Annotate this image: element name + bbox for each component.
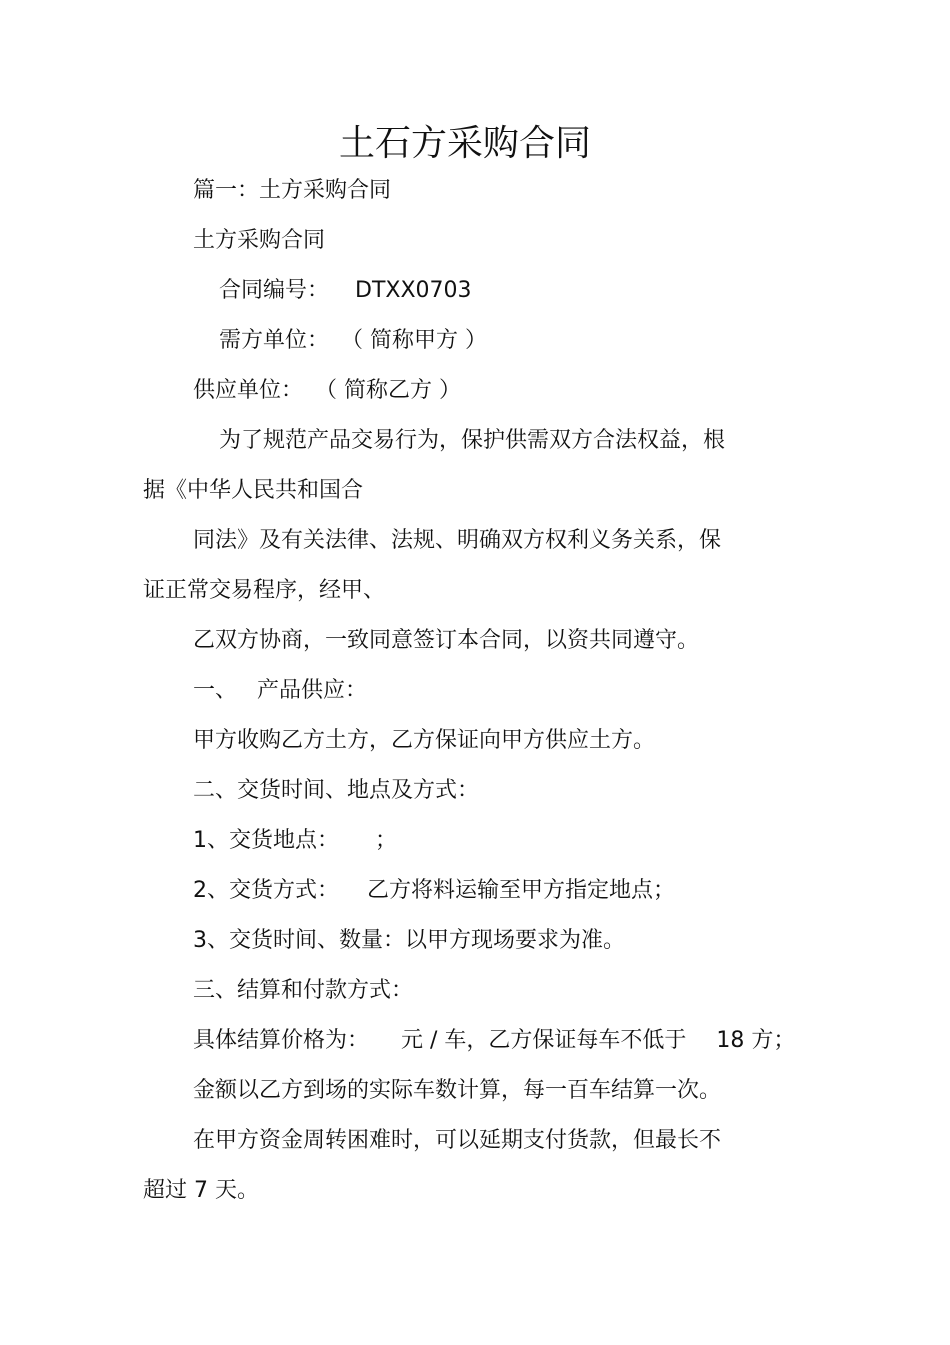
document-title: 土石方采购合同 — [338, 123, 591, 164]
intro-line-5: 乙双方协商，一致同意签订本合同，以资共同遵守。 — [193, 628, 700, 653]
delivery-method-label: 2、交货方式： — [193, 878, 339, 903]
intro-line-3: 同法》及有关法律、法规、明确双方权利义务关系，保 — [193, 528, 722, 553]
delivery-place-line — [193, 826, 397, 856]
delay-line-1: 在甲方资金周转困难时，可以延期支付货款，但最长不 — [193, 1128, 722, 1153]
delivery-method-line — [193, 876, 675, 906]
delivery-time-line: 3、交货时间、数量：以甲方现场要求为准。 — [193, 928, 625, 953]
supplier-line — [193, 376, 461, 406]
section-1-heading — [193, 676, 367, 706]
contract-subtitle: 土方采购合同 — [193, 228, 326, 253]
delivery-place-value: ； — [375, 828, 398, 853]
delivery-method-value: 乙方将料运输至甲方指定地点； — [367, 878, 676, 903]
section-2-heading: 二、交货时间、地点及方式： — [193, 778, 480, 803]
delivery-place-label: 1、交货地点： — [193, 828, 339, 853]
buyer-label: 需方单位： — [219, 328, 330, 353]
section-1-title: 产品供应： — [257, 678, 368, 703]
section-1-number: 一、 — [193, 678, 238, 703]
supplier-value: （ 简称乙方 ） — [315, 378, 462, 403]
section-3-heading: 三、结算和付款方式： — [193, 978, 414, 1003]
intro-line-4: 证正常交易程序，经甲、 — [143, 578, 386, 603]
price-unit: 元 / 车，乙方保证每车不低于 — [401, 1028, 687, 1053]
contract-number-value: DTXX0703 — [355, 278, 472, 303]
chapter-heading: 篇一：土方采购合同 — [193, 178, 392, 203]
price-line — [193, 1026, 795, 1056]
buyer-value: （ 简称甲方 ） — [341, 328, 488, 353]
price-quantity: 18 方； — [716, 1028, 796, 1053]
supplier-label: 供应单位： — [193, 378, 304, 403]
delay-line-2: 超过 7 天。 — [143, 1178, 259, 1203]
price-label: 具体结算价格为： — [193, 1028, 370, 1053]
contract-number-line — [219, 276, 472, 306]
settlement-line: 金额以乙方到场的实际车数计算，每一百车结算一次。 — [193, 1078, 722, 1103]
section-1-text: 甲方收购乙方土方，乙方保证向甲方供应土方。 — [193, 728, 656, 753]
intro-line-1: 为了规范产品交易行为，保护供需双方合法权益，根 — [219, 428, 726, 453]
intro-line-2: 据《中华人民共和国合 — [143, 478, 364, 503]
contract-number-label: 合同编号： — [219, 278, 330, 303]
buyer-line — [219, 326, 487, 356]
